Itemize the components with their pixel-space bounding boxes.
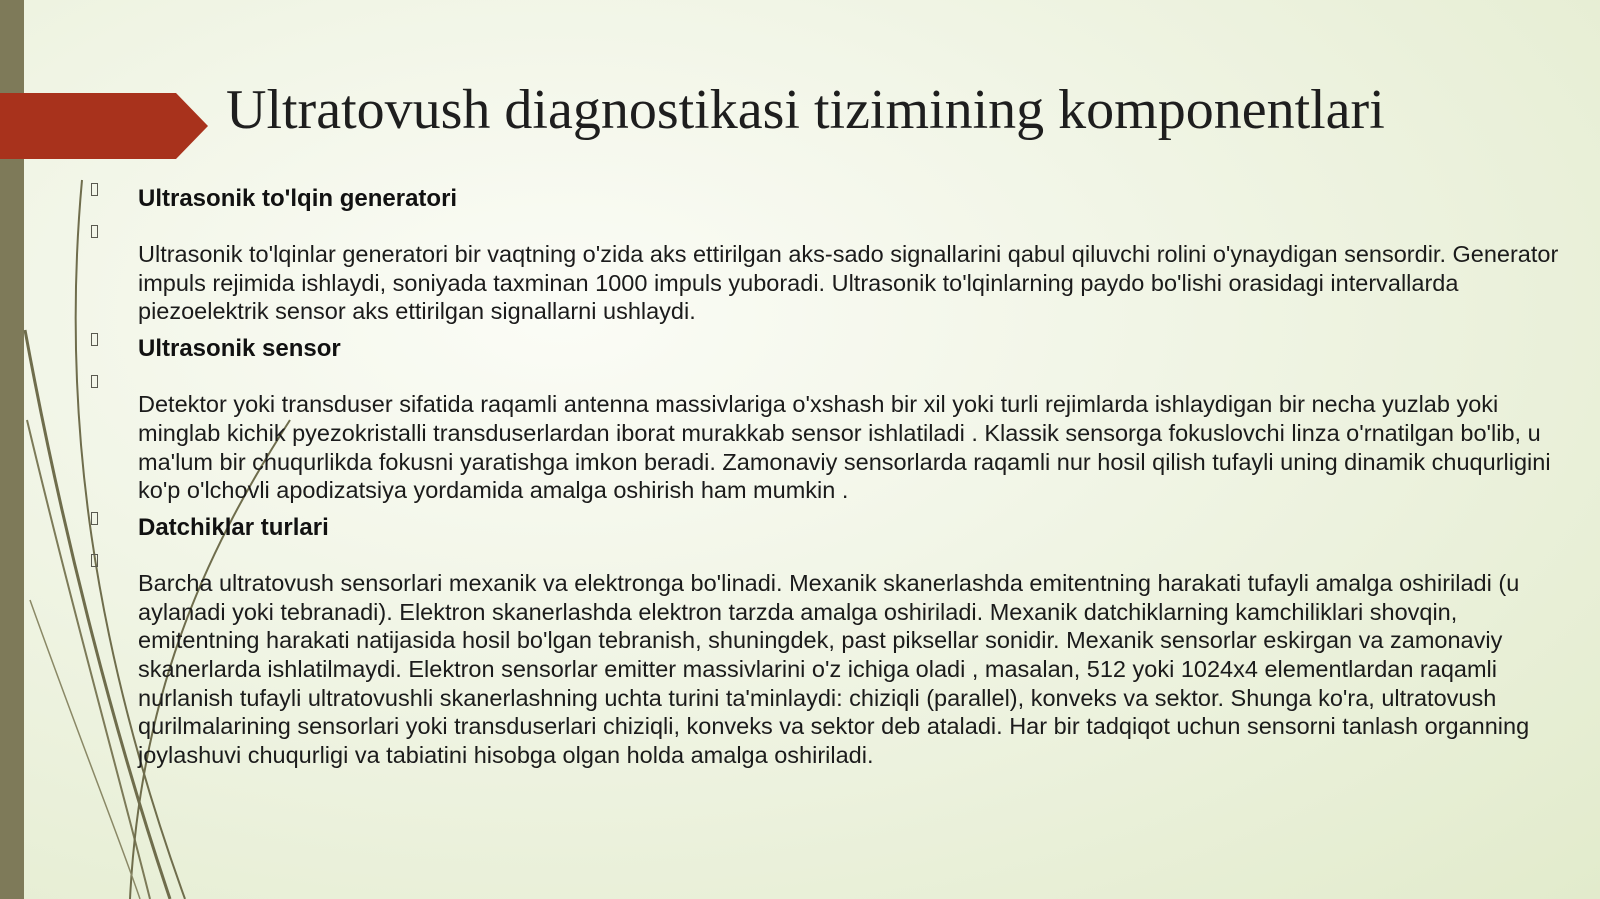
slide-content <box>90 184 1560 778</box>
square-bullet-icon <box>91 333 98 346</box>
list-item <box>90 555 1560 770</box>
list-item <box>90 513 1560 543</box>
list-item <box>90 226 1560 326</box>
title-arrow-accent <box>0 93 208 159</box>
section-heading: Ultrasonik sensor <box>138 335 341 363</box>
section-heading: Datchiklar turlari <box>138 513 329 541</box>
square-bullet-icon <box>91 225 98 238</box>
section-paragraph: Ultrasonik to'lqinlar generatori bir vaqtning o'zida aks ettirilgan aks-sado signallarini qabul qiluvchi rolini o'ynaydigan sensordir. Generator impuls rejimida ishlaydi, soniyada taxminan 1000 impuls yuboradi. Ultrasonik to'lqinlarning paydo bo'lishi orasidagi intervallarda piezoelektrik sensor aks ettirilgan signallarni ushlaydi. <box>138 241 1559 325</box>
section-paragraph: Barcha ultratovush sensorlari mexanik va elektronga bo'linadi. Mexanik skanerlashda emitentning harakati tufayli amalga oshiriladi (u aylanadi yoki tebranadi). Elektron skanerlashda elektron tarzda amalga oshiriladi. Mexanik datchiklarning kamchiliklari shovqin, emitentning harakati natijasida hosil bo'lgan tebranish, shuningdek, past piksellar sonidir. Mexanik sensorlar eskirgan va zamonaviy skanerlarda ishlatilmaydi. Elektron sensorlar emitter massivlarini o'z ichiga oladi , masalan, 512 yoki 1024x4 elementlardan raqamli nurlanish tufayli ultratovushli skanerlashning uchta turini ta'minlaydi: chiziqli (parallel), konveks va sektor. Shunga ko'ra, ultratovush qurilmalarining sensorlari yoki transduserlari chiziqli, konveks va sektor deb ataladi. Har bir tadqiqot uchun sensorni tanlash organning joylashuvi chuqurligi va tabiatini hisobga olgan holda amalga oshiriladi. <box>138 569 1530 769</box>
list-item <box>90 184 1560 214</box>
section-paragraph: Detektor yoki transduser sifatida raqamli antenna massivlariga o'xshash bir xil yoki turli rejimlarda ishlaydigan bir necha yuzlab yoki minglab kichik pyezokristalli transduserlardan iborat murakkab sensor ishlatiladi . Klassik sensorga fokuslovchi linza o'rnatilgan bo'lib, u ma'lum bir chuqurlikda fokusni yaratishga imkon beradi. Zamonaviy sensorlarda raqamli nur hosil qilish tufayli uning dinamik chuqurligini ko'p o'lchovli apodizatsiya yordamida amalga oshirish ham mumkin . <box>138 391 1551 504</box>
list-item <box>90 376 1560 505</box>
square-bullet-icon <box>91 375 98 388</box>
section-heading: Ultrasonik to'lqin generatori <box>138 185 458 212</box>
slide-title: Ultratovush diagnostikasi tizimining komponentlari <box>226 79 1385 141</box>
square-bullet-icon <box>91 512 98 525</box>
list-item <box>90 334 1560 364</box>
square-bullet-icon <box>91 554 98 567</box>
square-bullet-icon <box>91 183 98 196</box>
